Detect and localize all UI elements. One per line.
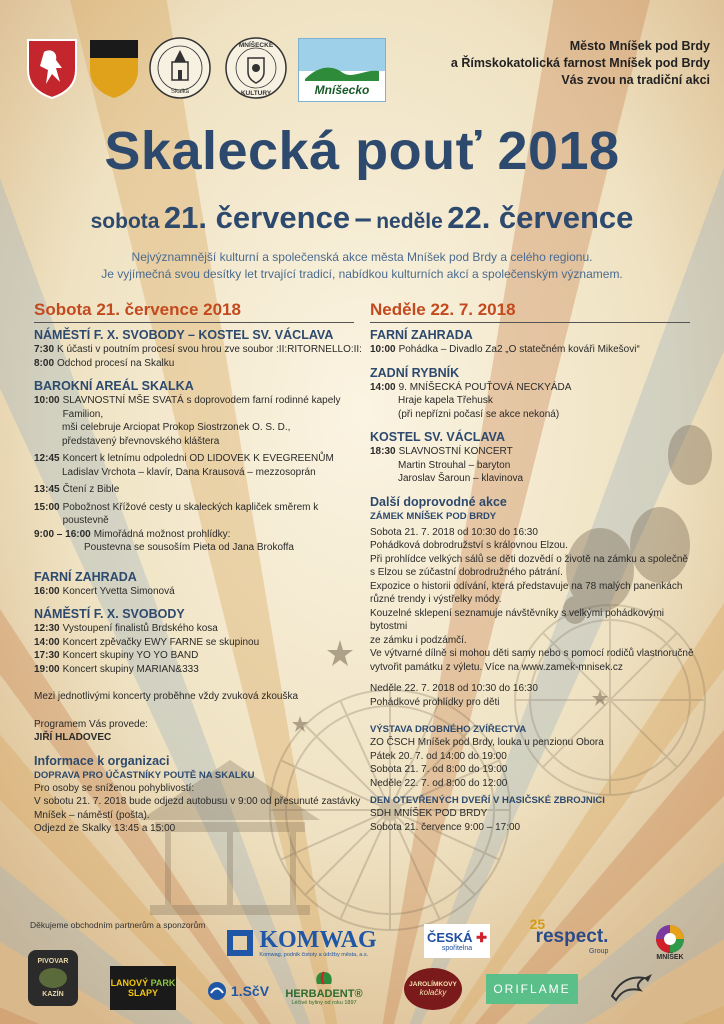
sponsors-label: Děkujeme obchodním partnerům a sponzorům — [30, 920, 206, 930]
program-subline: mši celebruje Arciopat Prokop Siostrzonek O. S. D., — [62, 422, 291, 433]
info-line: Pohádková dobrodružství s královnou Elzou. — [370, 540, 568, 551]
program-subline: Jaroslav Šaroun – klavinova — [398, 473, 524, 484]
info-line: V sobotu 21. 7. 2018 bude odjezd autobusu v 9:00 od přesunuté zastávky — [34, 796, 361, 807]
program-subline: Martin Strouhal – baryton — [398, 459, 511, 471]
section-title: FARNÍ ZAHRADA — [370, 328, 473, 342]
program-item: 18:30 SLAVNOSTNÍ KONCERT — [370, 446, 513, 457]
program-subline: Poustevna se sousoším Pieta od Jana Brokoffa — [84, 542, 294, 553]
saturday-column — [34, 300, 364, 836]
sun-prefix: neděle — [376, 210, 443, 233]
jarolimkovy-kolacky-logo: JAROLÍMKOVY kolačky — [404, 968, 462, 1010]
program-item: 8:00 Odchod procesí na Skalku — [34, 357, 175, 369]
info-line: různé trendy i výstřelky módy. — [370, 594, 502, 605]
mnisek-logo: MNÍŠEK — [646, 918, 694, 966]
info-line: Expozice o historii odívání, která představuje na 78 malých panenkách — [370, 580, 683, 592]
svg-text:Skalka: Skalka — [170, 89, 190, 95]
program-subline: představený břevnovského kláštera — [62, 435, 220, 447]
sound-check-note: Mezi jednotlivými koncerty proběhne vždy zvuková zkouška — [34, 691, 299, 702]
info-line: Sobota 21. července 9:00 – 17:00 — [370, 821, 521, 833]
info-line: vytvořit památku z výletu. Více na www.zamek-mnisek.cz — [370, 661, 623, 673]
info-line: Pátek 20. 7. od 14:00 do 19:00 — [370, 750, 507, 762]
invite-line: Vás zvou na tradiční akci — [561, 73, 710, 87]
invite-text — [451, 38, 710, 89]
info-title: Informace k organizaci — [34, 753, 170, 768]
info-line: Neděle 22. 7. od 8:00 do 12:00 — [370, 777, 508, 789]
date-dash: – — [354, 200, 372, 235]
program-item: 10:00 Pohádka – Divadlo Za2 „O statečném kováři Mikešovi“ — [370, 344, 640, 355]
scv-logo: 1.SčV — [206, 980, 270, 1002]
info-line: Pro osoby se sníženou pohyblivostí: — [34, 782, 195, 794]
info-line: ZO ČSCH Mníšek pod Brdy, louka u penzionu Obora — [370, 737, 604, 748]
info-line: Sobota 21. 7. 2018 od 10:30 do 16:30 — [370, 526, 538, 538]
section-title: BAROKNÍ AREÁL SKALKA — [34, 379, 194, 393]
seal-kostel-skalka — [148, 36, 212, 100]
sun-date: 22. července — [447, 200, 634, 235]
divider — [370, 322, 690, 323]
intro-text — [0, 249, 724, 283]
event-dates — [0, 200, 724, 236]
lanovy-park-slapy-logo: LANOVÝ PARK SLAPY — [110, 966, 176, 1010]
section-title: NÁMĚSTÍ F. X. SVOBODY – KOSTEL SV. VÁCLAVA — [34, 328, 334, 342]
bird-logo — [606, 960, 656, 1010]
sat-date: 21. července — [163, 200, 351, 235]
page-title: Skalecká pouť 2018 — [104, 121, 620, 181]
program-item: 10:00 SLAVNOSTNÍ MŠE SVATÁ s doprovodem farní rodinné kapely Familion, — [34, 395, 341, 420]
section-title: FARNÍ ZAHRADA — [34, 569, 137, 584]
program-item: 9:00 – 16:00 Mimořádná možnost prohlídky: — [34, 528, 231, 540]
info-line: Mníšek – náměstí (pošta). — [34, 809, 150, 821]
info-line: s Elzou se zúčastní dobrodružného pátrání. — [370, 567, 563, 578]
info-line: Kouzelné sklepení seznamuje návštěvníky s velkými pohádkovými bytostmi — [370, 607, 665, 632]
sunday-column — [370, 300, 700, 834]
section-subtitle: ZÁMEK MNÍŠEK POD BRDY — [370, 510, 497, 522]
section-title: Další doprovodné akce — [370, 494, 507, 509]
program-subline: (při nepřízni počasí se akce nekoná) — [398, 408, 560, 420]
sat-prefix: sobota — [90, 210, 160, 233]
intro-line: Je vyjímečná svou desítky let trvající tradicí, nabídkou kulturních akcí a společenským významem. — [101, 267, 623, 281]
komwag-logo: KOMWAG Komwag, podnik čistoty a údržby města, a.s. — [208, 924, 394, 962]
info-line: ze zámku i podzámčí. — [370, 634, 467, 646]
program-item: 15:00 Pobožnost Křížové cesty u skaleckých kapliček směrem k poustevně — [34, 501, 319, 526]
section-title: KOSTEL SV. VÁCLAVA — [370, 430, 505, 444]
coat-of-arms-black-gold — [88, 38, 140, 100]
program-item: 19:00 Koncert skupiny MARIAN&333 — [34, 663, 199, 675]
program-item: 17:30 Koncert skupiny YO YO BAND — [34, 650, 199, 661]
invite-line: Město Mníšek pod Brdy — [569, 39, 710, 53]
respect-group-logo: 25 respect. Group — [529, 915, 609, 955]
sunday-heading: Neděle 22. 7. 2018 — [370, 300, 516, 319]
program-item: 12:30 Vystoupení finalistů Brdského kosa — [34, 623, 218, 634]
ceska-sporitelna-logo: ČESKÁ ✚ spořitelna — [424, 924, 490, 958]
program-item: 14:00 Koncert zpěvačky EWY FARNE se skupinou — [34, 636, 260, 648]
invite-line: a Římskokatolická farnost Mníšek pod Brdy — [450, 56, 710, 70]
section-title: ZADNÍ RYBNÍK — [370, 365, 460, 380]
coat-of-arms-red-lion — [26, 38, 78, 100]
program-item: 16:00 Koncert Yvetta Simonová — [34, 585, 175, 597]
info-line: Sobota 21. 7. od 8:00 do 19:00 — [370, 764, 508, 775]
intro-line: Nejvýznamnější kulturní a společenská akce města Mníšek pod Brdy a celého regionu. — [131, 250, 593, 264]
program-item: 7:30 K účasti v poutním procesí svou hrou zve soubor :II:RITORNELLO:II: — [34, 344, 362, 355]
svg-text:MNÍŠECKÉ: MNÍŠECKÉ — [238, 42, 274, 49]
info-line: Odjezd ze Skalky 13:45 a 15:00 — [34, 823, 176, 834]
program-subline: Hraje kapela Třehusk — [398, 395, 493, 406]
host-name: JIŘÍ HLADOVEC — [34, 732, 112, 743]
transport-title: DOPRAVA PRO ÚČASTNÍKY POUTĚ NA SKALKU — [34, 769, 255, 781]
info-line: Při prohlídce velkých sálů se děti dozvědí o životě na zámku a společně — [370, 553, 688, 565]
program-item: 14:00 9. MNÍŠECKÁ POUŤOVÁ NECKYÁDA — [370, 381, 572, 393]
herbadent-logo: HERBADENT® Léčivé byliny od roku 1897 — [284, 966, 364, 1010]
seal-leto-mnisecke-kultury — [224, 36, 288, 100]
host-label: Programem Vás provede: — [34, 718, 148, 730]
info-line: Neděle 22. 7. 2018 od 10:30 do 16:30 — [370, 683, 538, 694]
saturday-heading: Sobota 21. července 2018 — [34, 300, 241, 319]
program-item: 13:45 Čtení z Bible — [34, 484, 120, 495]
section-title: NÁMĚSTÍ F. X. SVOBODY — [34, 607, 185, 621]
section-title: VÝSTAVA DROBNÉHO ZVÍŘECTVA — [370, 724, 527, 735]
section-title: DEN OTEVŘENÝCH DVEŘÍ V HASIČSKÉ ZBROJNICI — [370, 795, 605, 806]
svg-text:KULTURY: KULTURY — [240, 90, 272, 97]
pivovar-kazin-logo: PIVOVAR KAZÍN — [28, 950, 78, 1006]
oriflame-logo: ORIFLAME — [486, 974, 578, 1004]
info-line: Ve výtvarné dílně si mohou děti samy nebo s pomocí rodičů vlastnoručně — [370, 648, 694, 659]
mnisecko-logo: Mníšecko — [298, 38, 386, 102]
info-line: SDH MNÍŠEK POD BRDY — [370, 808, 488, 819]
program-subline: Ladislav Vrchota – klavír, Dana Krausová – mezzosoprán — [62, 466, 316, 478]
divider — [34, 322, 354, 323]
info-line: Pohádkové prohlídky pro děti — [370, 696, 500, 708]
program-item: 12:45 Koncert k letnímu odpoledni OD LIDOVEK K EVEGREENŮM — [34, 453, 334, 464]
